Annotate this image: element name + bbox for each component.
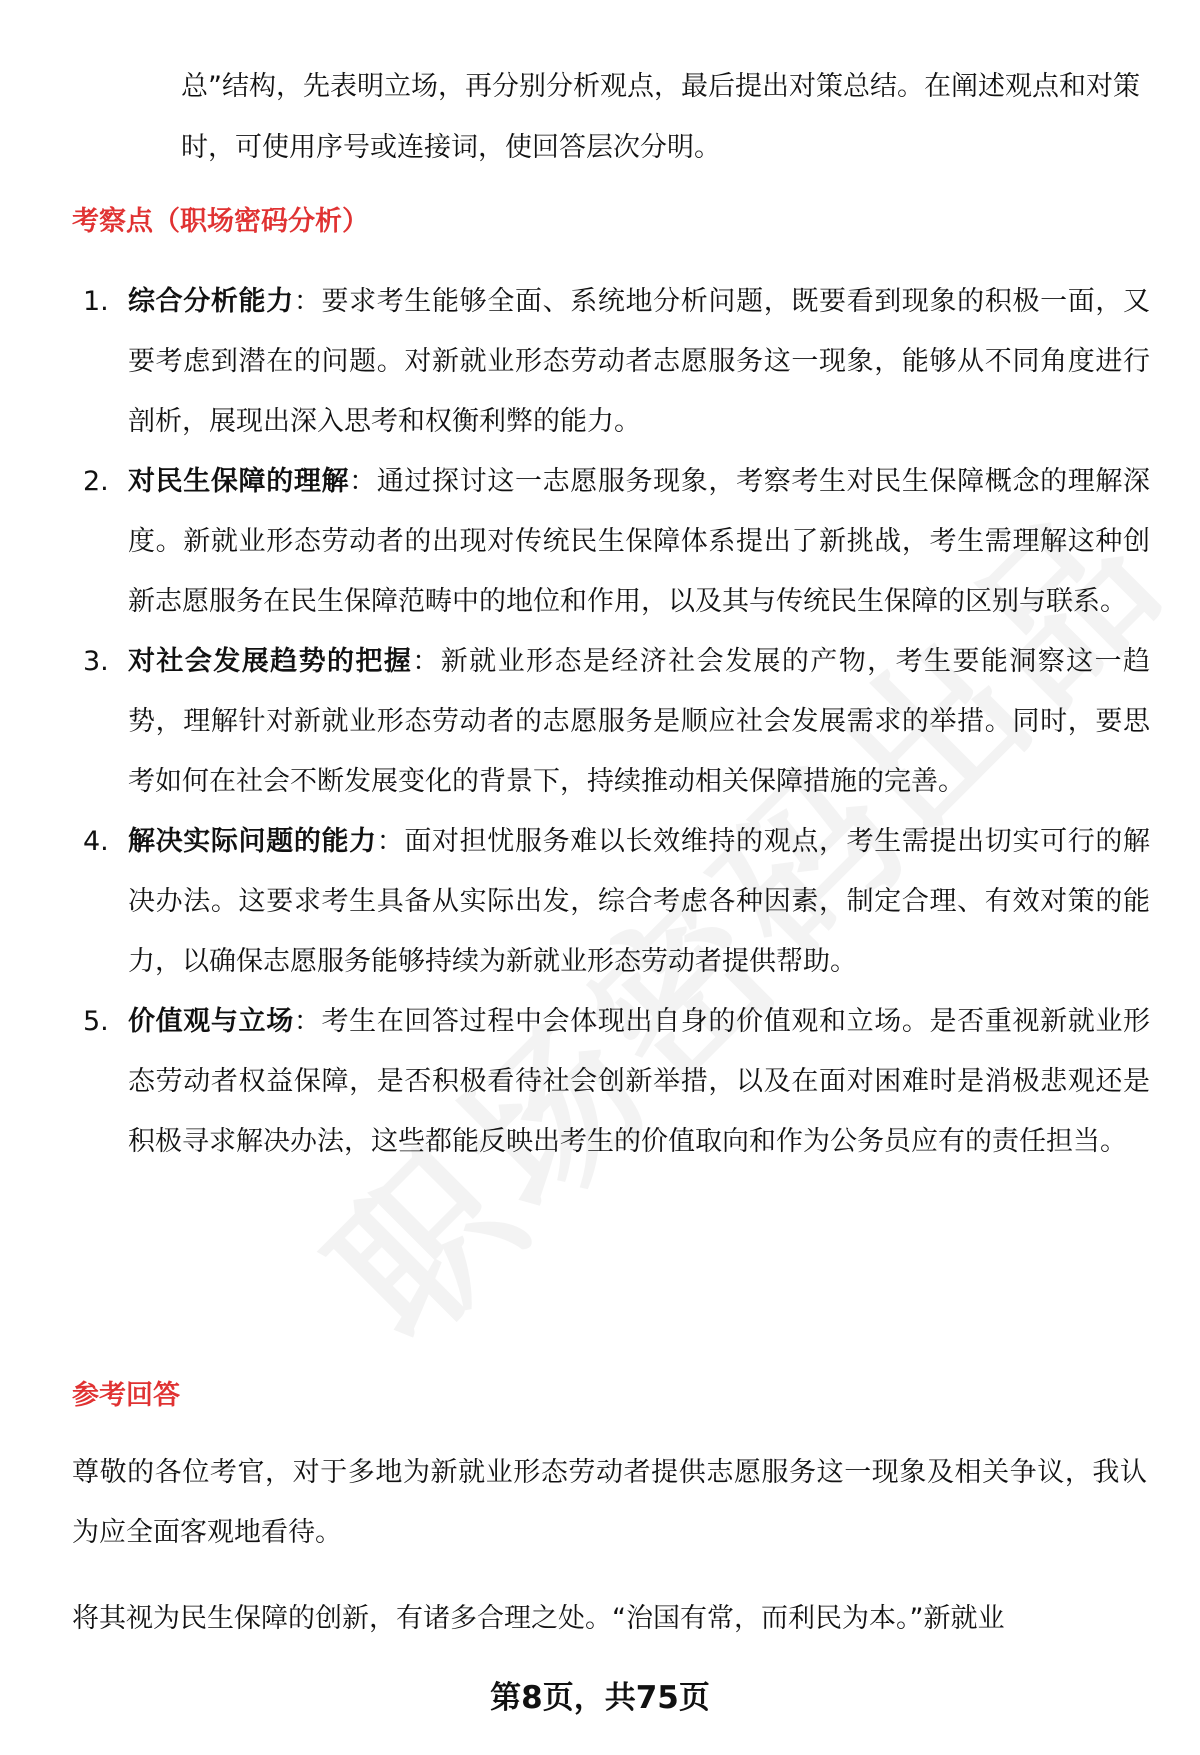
answer-paragraph: 将其视为民生保障的创新，有诸多合理之处。“治国有常，而利民为本。”新就业: [72, 1603, 1005, 1634]
point-heading: 综合分析能力: [128, 286, 294, 317]
point-text: [128, 632, 1150, 812]
intro-paragraph: 总”结构，先表明立场，再分别分析观点，最后提出对策总结。在阐述观点和对策时，可使用序号或连接词，使回答层次分明。: [181, 71, 1140, 163]
point-text: [128, 992, 1150, 1172]
point-body: ：考生在回答过程中会体现出自身的价值观和立场。是否重视新就业形态劳动者权益保障，是否积极看待社会创新举措，以及在面对困难时是消极悲观还是积极寻求解决办法，这些都能反映出考生的价值取向和作为公务员应有的责任担当。: [128, 1006, 1151, 1157]
point-text: [128, 452, 1150, 632]
point-number: 4.: [83, 826, 109, 857]
point-number: 2.: [83, 466, 109, 497]
point-body: ：通过探讨这一志愿服务现象，考察考生对民生保障概念的理解深度。新就业形态劳动者的出现对传统民生保障体系提出了新挑战，考生需理解这种创新志愿服务在民生保障范畴中的地位和作用，以及其与传统民生保障的区别与联系。: [128, 466, 1151, 617]
analysis-point: [0, 452, 1200, 632]
section-title-analysis: 考察点（职场密码分析）: [72, 206, 369, 237]
point-heading: 对民生保障的理解: [128, 466, 350, 497]
point-number: 5.: [83, 1006, 109, 1037]
point-body: ：面对担忧服务难以长效维持的观点，考生需提出切实可行的解决办法。这要求考生具备从实际出发，综合考虑各种因素，制定合理、有效对策的能力，以确保志愿服务能够持续为新就业形态劳动者提供帮助。: [128, 826, 1150, 977]
point-text: [128, 812, 1150, 992]
answer-paragraph: 尊敬的各位考官，对于多地为新就业形态劳动者提供志愿服务这一现象及相关争议，我认为应全面客观地看待。: [72, 1457, 1147, 1548]
point-body: ：要求考生能够全面、系统地分析问题，既要看到现象的积极一面，又要考虑到潜在的问题。对新就业形态劳动者志愿服务这一现象，能够从不同角度进行剖析，展现出深入思考和权衡利弊的能力。: [128, 286, 1151, 437]
point-heading: 价值观与立场: [128, 1006, 294, 1037]
analysis-point: [0, 992, 1200, 1172]
page-number-footer: 第8页，共75页: [490, 1680, 710, 1716]
point-heading: 对社会发展趋势的把握: [128, 646, 413, 677]
point-heading: 解决实际问题的能力: [128, 826, 377, 857]
point-body: ：新就业形态是经济社会发展的产物，考生要能洞察这一趋势，理解针对新就业形态劳动者的志愿服务是顺应社会发展需求的举措。同时，要思考如何在社会不断发展变化的背景下，持续推动相关保障措施的完善。: [128, 646, 1151, 797]
analysis-point: [0, 812, 1200, 992]
analysis-point: [0, 632, 1200, 812]
point-number: 1.: [83, 286, 109, 317]
point-number: 3.: [83, 646, 109, 677]
section-title-reference-answer: 参考回答: [72, 1380, 180, 1411]
point-text: [128, 272, 1150, 452]
analysis-point: [0, 272, 1200, 452]
analysis-points-list: [0, 272, 1200, 1172]
